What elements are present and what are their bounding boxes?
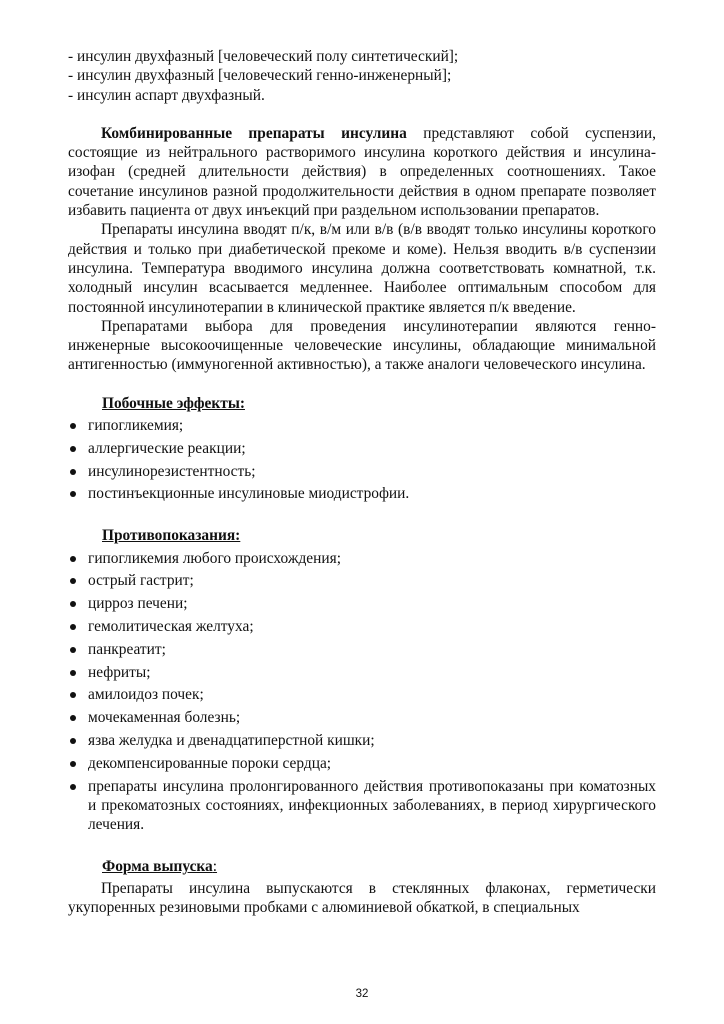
release-form-paragraph: Препараты инсулина выпускаются в стеклянных флаконах, герметически укупоренных резиновыми пробками с алюминиевой обкаткой, в специальных bbox=[68, 880, 656, 917]
list-item: цирроз печени; bbox=[68, 594, 656, 613]
list-item: декомпенсированные пороки сердца; bbox=[68, 754, 656, 773]
bullet-icon bbox=[70, 761, 76, 767]
page-number: 32 bbox=[355, 988, 369, 1000]
bullet-icon bbox=[70, 784, 76, 790]
bullet-icon bbox=[70, 624, 76, 630]
contraindications-list bbox=[68, 549, 656, 835]
side-effects-list bbox=[68, 416, 656, 504]
bullet-icon bbox=[70, 578, 76, 584]
list-item: острый гастрит; bbox=[68, 571, 656, 590]
list-item: амилоидоз почек; bbox=[68, 685, 656, 704]
document-page bbox=[68, 47, 656, 918]
list-item: - инсулин двухфазный [человеческий полу синтетический]; bbox=[68, 48, 459, 65]
list-item: панкреатит; bbox=[68, 640, 656, 659]
list-item: гипогликемия любого происхождения; bbox=[68, 549, 656, 568]
bullet-icon bbox=[70, 738, 76, 744]
bullet-icon bbox=[70, 556, 76, 562]
insulin-type-list bbox=[68, 47, 656, 105]
side-effects-heading: Побочные эффекты: bbox=[102, 394, 245, 412]
bullet-icon bbox=[70, 670, 76, 676]
list-item: - инсулин двухфазный [человеческий генно-инженерный]; bbox=[68, 67, 452, 85]
list-item: гемолитическая желтуха; bbox=[68, 617, 656, 636]
release-form-colon: : bbox=[212, 857, 218, 875]
list-item: постинъекционные инсулиновые миодистрофии. bbox=[68, 484, 656, 503]
list-item: инсулинорезистентность; bbox=[68, 462, 656, 481]
bullet-icon bbox=[70, 647, 76, 653]
list-item: нефриты; bbox=[68, 663, 656, 682]
bullet-icon bbox=[70, 715, 76, 721]
list-item: мочекаменная болезнь; bbox=[68, 708, 656, 727]
combined-preparations-paragraph bbox=[68, 124, 656, 220]
list-item: гипогликемия; bbox=[68, 416, 656, 435]
bullet-icon bbox=[70, 692, 76, 698]
bullet-icon bbox=[70, 446, 76, 452]
release-form-heading bbox=[102, 857, 656, 876]
bullet-icon bbox=[70, 491, 76, 497]
list-item: аллергические реакции; bbox=[68, 439, 656, 458]
list-item: язва желудка и двенадцатиперстной кишки; bbox=[68, 731, 656, 750]
bullet-icon bbox=[70, 601, 76, 607]
release-form-title: Форма выпуска bbox=[102, 857, 213, 875]
list-item: - инсулин аспарт двухфазный. bbox=[68, 86, 265, 104]
bullet-icon bbox=[70, 423, 76, 429]
administration-paragraph: Препараты инсулина вводят п/к, в/м или в/в (в/в вводят только инсулины короткого действия и только при диабетической прекоме и коме). Нельзя вводить в/в суспензии инсулина. Температура вводимого инсулина должна соответствовать комнатной, т.к. холодный инсулин всасывается медленнее. Наиболее оптимальным способом для постоянной инсулинотерапии в клинической практике является п/к введение. bbox=[68, 221, 656, 316]
contraindications-heading: Противопоказания: bbox=[102, 527, 241, 545]
combined-preparations-text: представляют собой суспензии, состоящие из нейтрального растворимого инсулина короткого действия и инсулина-изофан (средней длительности действия) в определенных соотношениях. Такое сочетание инсулинов разной продолжительности действия в одном препарате позволяет избавить пациента от двух инъекций при раздельном использовании препаратов. bbox=[68, 124, 656, 220]
list-item: препараты инсулина пролонгированного действия противопоказаны при коматозных и прекоматозных состояниях, инфекционных заболеваниях, в период хирургического лечения. bbox=[68, 777, 656, 835]
combined-preparations-term: Комбинированные препараты инсулина bbox=[101, 124, 407, 142]
bullet-icon bbox=[70, 469, 76, 475]
drugs-of-choice-paragraph: Препаратами выбора для проведения инсулинотерапии являются генно-инженерные высокоочищенные человеческие инсулины, обладающие минимальной антигенностью (иммуногенной активностью), а также аналоги человеческого инсулина. bbox=[68, 317, 656, 374]
